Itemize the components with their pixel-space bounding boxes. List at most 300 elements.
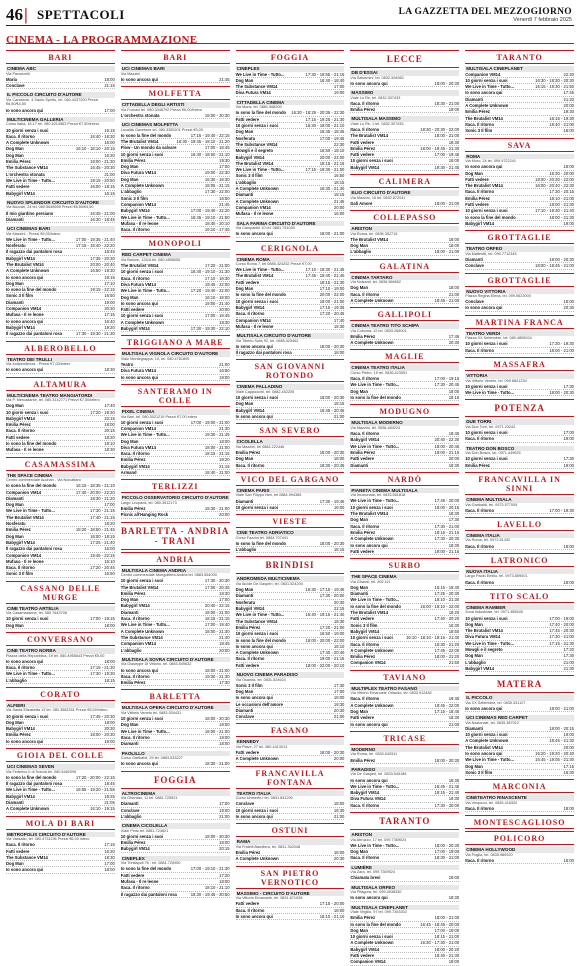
showtimes: 20:30: [333, 856, 345, 862]
cinema-address: Via Nolsanti, tel. 0836.566652: [350, 280, 401, 285]
film-title: Emilia Pérez: [350, 529, 376, 535]
film-title: A Complete Unknown: [120, 319, 164, 325]
cinema-name: THE SPACE CINEMA: [350, 574, 459, 580]
showtime-row: [121, 227, 230, 233]
showtimes: 17:45 - 22:00: [434, 647, 460, 653]
city-heading: SAVA: [465, 138, 574, 152]
showtime-row: [465, 463, 574, 469]
film-title: Dog Man: [235, 401, 254, 407]
film-title: Babygirl VM14: [235, 304, 265, 310]
cinema-listing: [6, 226, 115, 337]
city-heading: BARLETTA: [121, 689, 230, 703]
film-title: Babygirl VM14: [350, 790, 380, 796]
cinema-address: Via XX Settembre, tel. 0835.331127: [465, 700, 526, 705]
film-title: Io sono ancora qui: [120, 761, 159, 767]
showtime-row: [121, 77, 230, 83]
film-title: Babygirl VM14: [6, 415, 35, 421]
city-heading: FASANO: [236, 723, 345, 737]
showtimes: 18:00 - 21:00: [319, 231, 345, 237]
cinema-address: Centro commerciale Mongolfiera Andria tel. 0883.554000: [120, 573, 217, 578]
film-title: L'abbaglio: [120, 189, 142, 195]
showtimes: 18:00 - 20:45: [434, 443, 460, 449]
cinema-address: Via Vittorio Emanuele Orlando, tel. 0833.912482: [350, 691, 432, 696]
cinema-address: Via Zara, tel. 099.7369024: [350, 870, 396, 875]
film-title: Mufasa - Il re leone: [6, 558, 44, 564]
cinema-address: Via Puglia, tel. 0835.980920: [465, 852, 513, 857]
film-title: Io sono ancora qui: [6, 738, 44, 744]
showtimes: 19:00: [219, 374, 230, 380]
film-title: Fatti vedere: [350, 715, 374, 721]
cinema-name: MULTICINEMA TEATRO MANGIATORDI: [6, 393, 115, 399]
showtimes: 19:00 - 21:15: [319, 656, 345, 662]
film-title: We Live in Time - Tutto...: [120, 214, 170, 220]
city-heading: CORATO: [6, 687, 115, 701]
city-heading: MATERA: [465, 675, 574, 693]
city-heading: MARCONIA: [465, 779, 574, 793]
film-title: Emilia Pérez: [6, 422, 31, 428]
city-heading: FOGGIA: [121, 771, 230, 789]
film-title: Babygirl VM14: [120, 326, 150, 332]
film-title: Diva Futura VM14: [120, 281, 156, 287]
film-title: Fatti vedere: [120, 872, 145, 878]
showtimes: 18:00: [104, 622, 115, 628]
film-title: A Complete Unknown: [350, 536, 394, 542]
film-title: Itaca. Il ritorno: [235, 907, 265, 913]
showtime-row: [465, 508, 574, 514]
cinema-name: PAOLILLO: [121, 751, 230, 757]
film-title: The Brutalist VM14: [465, 744, 503, 750]
film-title: 10 giorni senza i suoi: [350, 934, 393, 940]
showtimes: 18:10 - 21:10: [319, 913, 345, 919]
showtime-row: [236, 211, 345, 217]
showtimes: 17:30 - 20:00: [434, 802, 460, 808]
showtimes: 17:15 - 19:25 - 21:30: [305, 116, 345, 122]
showtimes: 21:20: [563, 96, 574, 102]
showtimes: 17:00 - 19:00: [434, 927, 460, 933]
showtimes: 16:30 - 19:00 - 21:10: [305, 123, 345, 129]
showtimes: 21:30: [219, 425, 230, 431]
showtimes: 16:10 - 18:10 - 19:15 - 21:40: [406, 635, 460, 641]
film-title: Dog Man: [6, 533, 24, 539]
showtimes: 17:00: [104, 502, 115, 508]
showtimes: 17:10: [104, 280, 115, 286]
showtimes: 17:00 - 19:00: [434, 849, 460, 855]
cinema-listing: [6, 66, 115, 89]
film-title: Mufasa - Il re leone: [6, 312, 44, 318]
film-title: L'abbaglio: [120, 647, 142, 653]
film-title: Fatti vedere: [350, 456, 374, 462]
showtimes: 17:00 - 19:40: [204, 622, 230, 628]
showtimes: 18:00: [219, 879, 230, 884]
film-title: Babygirl VM14: [120, 603, 150, 609]
cinema-listing: [350, 747, 459, 764]
showtimes: 21:45: [333, 198, 345, 204]
film-title: 10 giorni senza i suoi: [6, 616, 49, 622]
showtimes: 21:00: [333, 414, 345, 420]
film-title: Io sono ancora qui: [120, 374, 159, 380]
film-title: Io sono ancora qui: [235, 913, 273, 919]
showtimes: 16:10 - 19:15: [90, 806, 115, 812]
cinema-listing: [465, 246, 574, 269]
film-title: Itaca. Il ritorno: [120, 451, 150, 457]
showtimes: 18:20: [448, 610, 460, 616]
showtimes: 17:15 - 19:40 - 22:15: [190, 132, 230, 138]
film-title: Dog Man: [235, 587, 254, 593]
film-title: 10 giorni senza i suoi: [350, 504, 393, 510]
cinema-name: DB D'ESSAI: [350, 70, 459, 76]
showtimes: 18:15: [104, 677, 115, 683]
showtimes: 17:20 - 19:40 - 22:00: [190, 288, 230, 294]
film-title: Nosferatu: [235, 135, 256, 141]
showtimes: 22:40: [563, 71, 574, 77]
showtimes: 18:00 - 20:30: [434, 842, 460, 848]
film-title: Sonic 3 Il film: [6, 571, 33, 577]
cinema-address: Via Vespucci, tel. 0835.416320: [465, 800, 518, 805]
showtimes: 16:50 - 19:30: [90, 268, 115, 274]
cinema-name: CINEMA TARTARO: [350, 275, 459, 281]
film-title: The Brutalist VM14: [350, 236, 389, 242]
film-title: Dog Man: [350, 285, 369, 291]
showtimes: 19:00 - 21:15: [434, 548, 460, 554]
film-title: 10 giorni senza i suoi: [120, 716, 164, 722]
film-title: Il mio giardino persiano: [6, 210, 54, 216]
city-heading: ALBEROBELLO: [6, 341, 115, 355]
film-title: Itaca. Il ritorno: [120, 227, 150, 233]
cinema-address: Viale Virgilio, 97 tel. 099.7353302: [350, 910, 407, 915]
cinema-name: CICOLELLA: [236, 439, 345, 445]
film-title: 10 giorni senza i suoi: [465, 732, 508, 738]
cinema-listing: [121, 705, 230, 747]
cinema-name: MASSIMO - CIRCUITO D'AUTORE: [236, 891, 345, 897]
cinema-name: MULTISALA ORFEO: [350, 885, 459, 891]
film-title: Emilia Pérez: [120, 505, 146, 511]
showtimes: 18:00: [104, 658, 115, 664]
showtimes: 18:50: [448, 628, 460, 634]
showtimes: 18:15: [333, 401, 345, 407]
cinema-address: Via Pitagora, tel. 099.4538330: [350, 890, 402, 895]
cinema-address: Via Don Bosco, tel. 0971.449925: [465, 451, 521, 456]
film-title: We Live in Time - Tutto...: [235, 167, 285, 173]
cinema-address: Via Santa Elisabetta 13 tel. 080.3582261 Prezzi €5,00/intero: [6, 708, 108, 713]
cinema-address: Corso Umberto I tel. 0831.841200: [235, 796, 293, 801]
showtimes: 18:45 - 21:00: [434, 297, 460, 303]
showtimes: 17:00: [219, 164, 230, 170]
showtimes: 17:30 - 21:00: [434, 523, 460, 529]
showtimes: 20:15: [104, 428, 115, 434]
listings-columns: [6, 48, 574, 965]
cinema-address: Via Mazzini, 16 tel. 0832.872041: [350, 195, 406, 200]
showtime-row: [350, 107, 459, 113]
film-title: Io sono ancora qui: [235, 231, 273, 237]
film-title: We Live in Time - Tutto...: [6, 177, 55, 183]
showtimes: 19:20: [104, 324, 115, 330]
film-title: Fatti vedere: [350, 152, 374, 158]
cinema-listing: [465, 605, 574, 672]
showtime-row: [121, 326, 230, 332]
city-heading: GROTTAGLIE: [465, 273, 574, 287]
showtime-row: [465, 390, 574, 396]
film-title: Diamanti: [465, 96, 483, 102]
cinema-listing: [6, 648, 115, 684]
film-title: Babygirl VM14: [6, 539, 35, 545]
cinema-listing: [236, 384, 345, 420]
city-heading: ANDRIA: [121, 552, 230, 566]
cinema-listing: [6, 606, 115, 629]
film-title: Io sono la fine del mondo: [235, 637, 287, 643]
showtimes: 16:40 - 18:40: [319, 77, 345, 83]
cinema-address: Via Mazzini: [120, 71, 141, 76]
showtime-row: [6, 447, 115, 453]
film-title: Dog Man: [120, 438, 139, 444]
showtime-row: [6, 108, 115, 114]
film-title: Conclave: [235, 801, 255, 807]
film-title: Mowgli e il segreto: [465, 647, 503, 653]
showtime-row: [236, 231, 345, 237]
showtimes: 16:10 - 18:10 - 20:15: [75, 146, 115, 152]
showtimes: 18:00: [219, 722, 230, 728]
city-heading: VIESTE: [236, 514, 345, 528]
city-heading: POLICORO: [465, 831, 574, 845]
showtimes: 18:00 - 21:20: [434, 654, 460, 660]
film-title: The Substance VM14: [235, 84, 278, 90]
showtimes: 18:00: [219, 438, 230, 444]
showtimes: 18:45 - 20:45: [319, 407, 345, 413]
showtimes: 17:15 - 20:00: [319, 901, 345, 907]
showtimes: 16:50: [219, 368, 230, 374]
showtimes: 18:15 - 21:30: [319, 279, 345, 285]
showtimes: 18:00: [333, 350, 345, 356]
film-title: Companion VM14: [235, 204, 271, 210]
showtime-row: [465, 263, 574, 269]
cinema-address: Largo Paolo Emilio, tel. 0973.859001: [465, 574, 528, 579]
film-title: Itaca. Il ritorno: [6, 428, 35, 434]
showtimes: 18:15: [333, 547, 345, 553]
showtimes: 19:30: [448, 796, 460, 802]
showtimes: 17:15 - 19:40 - 22:20: [75, 243, 115, 249]
showtime-row: [350, 875, 459, 881]
film-title: Fatti vedere: [350, 548, 374, 554]
cinema-name: UCI CINEMAS MOLFETTA: [121, 122, 230, 128]
film-title: L'abbaglio: [235, 547, 257, 553]
cinema-listing: [121, 568, 230, 654]
film-title: Dog Man: [6, 146, 24, 152]
showtimes: 21:45: [219, 201, 230, 207]
film-title: The Substance VM14: [120, 634, 163, 640]
showtimes: 19:30: [563, 109, 574, 115]
page-header: [6, 6, 574, 26]
showtimes: 16:00 - 20:00 - 22:00: [305, 637, 345, 643]
showtimes: 18:30: [448, 462, 460, 468]
film-title: Babygirl VM14: [350, 946, 380, 952]
film-title: Babygirl VM14: [6, 726, 35, 732]
cinema-listing: [465, 847, 574, 864]
cinema-listing: [350, 488, 459, 555]
film-title: Io sono ancora qui: [235, 343, 273, 349]
film-title: Itaca. Il ritorno: [465, 579, 495, 585]
showtimes: 17:10 - 19:00: [319, 286, 345, 292]
cinema-address: Corso Garibaldi, 29 tel. 0883.533227: [120, 756, 183, 761]
showtimes: 17:00: [333, 84, 345, 90]
cinema-name: CINEMA TEATRO TITO SCHIPA: [350, 323, 459, 329]
film-title: Io sono ancora qui: [120, 76, 159, 82]
film-title: 10 giorni senza i suoi: [120, 578, 164, 584]
cinema-listing: [350, 832, 459, 862]
cinema-listing: [350, 865, 459, 882]
showtimes: 18:00: [563, 579, 574, 585]
showtimes: 18:05 - 21:15: [204, 183, 230, 189]
showtimes: 16:30: [104, 848, 115, 854]
film-title: Itaca. Il ritorno: [6, 133, 35, 139]
film-title: 10 giorni senza i suoi: [465, 341, 508, 347]
showtimes: 20:00 - 20:40: [90, 261, 115, 267]
cinema-listing: [121, 66, 230, 83]
film-title: Diva Futura VM14: [350, 796, 386, 802]
city-heading: FRANCAVILLA IN SINNI: [465, 472, 574, 495]
cinema-address: Viale Lo Re, tel. 0832.307433: [350, 95, 401, 100]
cinema-listing: [236, 439, 345, 469]
showtimes: 18:45 - 21:30: [549, 738, 574, 744]
showtimes: 17:15: [104, 842, 115, 848]
showtimes: 16:30 - 18:25 - 20:35 - 22:30: [291, 110, 345, 116]
film-title: The Brutalist VM14: [465, 628, 503, 634]
showtimes: 18:00 - 21:00: [549, 347, 574, 353]
cinema-listing: [465, 289, 574, 312]
showtimes: 16:30 - 20:00: [549, 170, 574, 176]
showtimes: 17:00 - 18:45: [204, 145, 230, 151]
showtimes: 20:15: [219, 846, 230, 852]
film-title: Itaca. Il ritorno: [350, 431, 380, 437]
film-title: We Live in Time - Tutto...: [350, 498, 400, 504]
film-title: Emilia Pérez: [350, 654, 376, 660]
film-title: Dog Man: [350, 243, 369, 248]
listings-banner: [6, 30, 574, 44]
film-title: A Complete Unknown: [350, 702, 394, 708]
film-title: L'orchestra stonata: [120, 112, 160, 118]
city-heading: SURBO: [350, 558, 459, 572]
showtimes: 17:00 - 19:00 - 21:00: [190, 419, 230, 425]
film-title: We Live in Time - Tutto...: [465, 84, 515, 90]
showtimes: 17:00 - 19:30: [549, 507, 574, 513]
showtimes: 18:30: [219, 319, 230, 325]
film-title: Emilia Pérez: [350, 145, 376, 151]
film-title: Babygirl VM14: [6, 255, 35, 261]
showtimes: 17:20 - 20:45: [90, 565, 115, 571]
film-title: 10 giorni senza i suoi: [465, 456, 508, 462]
showtimes: 18:15 - 21:15: [204, 616, 230, 622]
showtimes: 16:45 - 18:45: [319, 129, 345, 135]
film-title: Emilia Pérez: [350, 915, 376, 921]
film-title: Dog Man: [6, 861, 24, 867]
film-title: Il ragazzo dai pantaloni rosa: [6, 331, 63, 337]
film-title: Companion VM14: [465, 71, 501, 77]
showtimes: 18:00 - 20:30: [319, 750, 345, 756]
film-title: Emilia Pérez: [120, 457, 146, 463]
film-title: Diamanti: [120, 609, 139, 615]
film-title: Itaca. Il ritorno: [465, 189, 495, 195]
cinema-listing: [121, 856, 230, 898]
film-title: Io sono la fine del mondo: [235, 540, 287, 546]
showtimes: 19:00: [104, 299, 115, 305]
film-title: Io sono la fine del mondo: [6, 440, 57, 446]
showtime-row: [121, 761, 230, 767]
cinema-listing: [350, 574, 459, 667]
cinema-name: METROPOLIS CIRCUITO D'AUTORE: [6, 832, 115, 838]
film-title: Itaca. Il ritorno: [465, 347, 495, 353]
city-heading: TRICASE: [350, 731, 459, 745]
showtime-row: [121, 648, 230, 654]
cinema-listing: [121, 495, 230, 518]
cinema-address: Piazza Regina Elena, tel. 099.5623000: [465, 294, 531, 299]
showtimes: 16:30 - 18:30: [204, 176, 230, 182]
film-title: Itaca. Il ritorno: [350, 126, 380, 132]
city-heading: POTENZA: [465, 399, 574, 417]
cinema-address: Via Osanna, tel. 0831.524924: [235, 677, 286, 682]
showtimes: 18:00 - 21:00: [434, 915, 460, 921]
film-title: 10 giorni senza i suoi: [120, 833, 164, 839]
film-title: Io sono ancora qui: [120, 300, 159, 306]
film-title: Fatti vedere: [350, 616, 374, 622]
film-title: Babygirl VM14: [465, 665, 495, 671]
cinema-name: RAMA: [236, 839, 345, 845]
showtimes: 18:00 - 20:30: [204, 833, 230, 839]
film-title: 10 giorni senza i suoi: [6, 409, 49, 415]
film-title: Babygirl VM14: [350, 628, 380, 634]
showtime-row: [6, 739, 115, 745]
film-title: A Complete Unknown: [350, 647, 394, 653]
cinema-listing: [350, 116, 459, 171]
cinema-name: MASSIMO: [350, 90, 459, 96]
showtime-row: [6, 331, 115, 337]
showtime-row: [6, 867, 115, 873]
showtimes: 19:00: [563, 436, 574, 442]
showtimes: 18:00: [333, 695, 345, 701]
film-title: 10 giorni senza i suoi: [235, 807, 278, 813]
film-title: Babygirl VM14: [465, 220, 495, 226]
film-title: The Brutalist VM14: [120, 263, 159, 269]
film-title: Babygirl VM14: [120, 208, 150, 214]
city-heading: BRINDISI: [236, 556, 345, 574]
cinema-address: Corso Roma 7, tel 0885.424202 Prezzi €7,00: [235, 262, 312, 267]
film-title: Diva Futura VM14: [120, 170, 156, 176]
showtimes: 17:30 - 19:30 - 21:30: [75, 331, 115, 337]
showtime-row: [236, 463, 345, 469]
film-title: A Complete Unknown: [235, 650, 279, 656]
film-title: Diamanti: [235, 498, 254, 504]
showtimes: 19:00: [219, 807, 230, 813]
film-title: Teatro: [120, 362, 134, 368]
showtime-row: [465, 706, 574, 712]
cinema-listing: [465, 373, 574, 396]
film-title: L'abbaglio: [465, 659, 486, 665]
showtime-row: [350, 660, 459, 666]
film-title: Io sono ancora qui: [6, 107, 44, 113]
film-title: A Complete Unknown: [6, 806, 50, 812]
film-title: 10 giorni senza i suoi: [235, 504, 278, 510]
showtime-row: [236, 547, 345, 553]
showtime-row: [121, 470, 230, 476]
film-title: Itaca. Il ritorno: [6, 664, 35, 670]
film-title: The Substance VM14: [235, 141, 278, 147]
cinema-name: NUOVO CINEMA PARADISO: [236, 672, 345, 678]
film-title: Companion VM14: [235, 317, 271, 323]
cinema-listing: [350, 190, 459, 207]
cinema-address: Via Roma, tel. 0836.352715: [350, 231, 398, 236]
showtimes: 17:45 - 20:00: [434, 498, 460, 504]
cinema-listing: [121, 351, 230, 381]
showtimes: 17:00: [219, 597, 230, 603]
film-title: Io sono ancora qui: [465, 164, 503, 170]
showtimes: 19:45 - 22:00: [204, 281, 230, 287]
